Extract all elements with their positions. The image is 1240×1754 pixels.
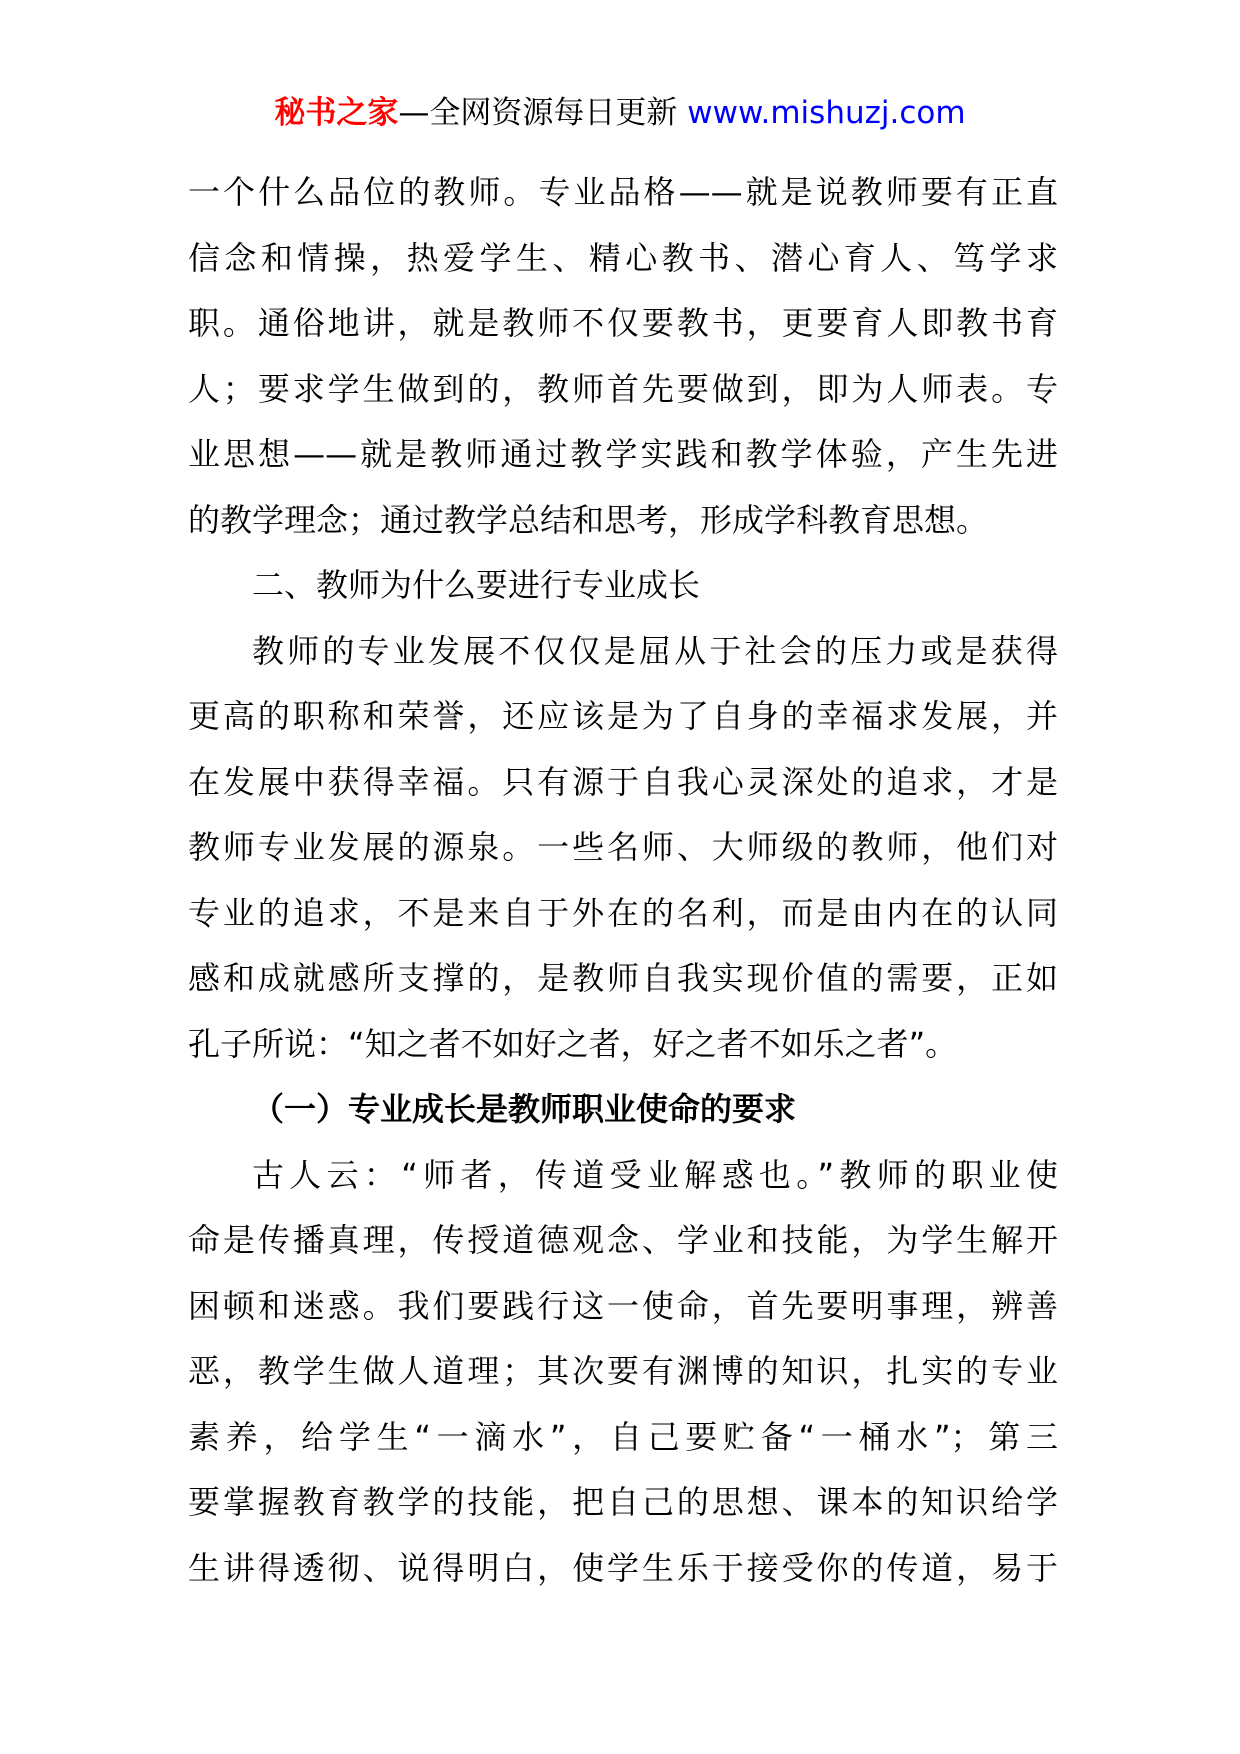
text-line: 在发展中获得幸福。只有源于自我心灵深处的追求，才是 [188,762,1058,801]
text-line: 命是传播真理，传授道德观念、学业和技能，为学生解开 [188,1221,1058,1259]
text-line: 教师专业发展的源泉。一些名师、大师级的教师，他们对 [188,828,1058,866]
text-line: 的教学理念；通过教学总结和思考，形成学科教育思想。 [188,500,989,539]
subsection-heading-1: （一）专业成长是教师职业使命的要求 [252,1090,797,1128]
text-line: 一个什么品位的教师。专业品格——就是说教师要有正直 [188,173,1058,211]
site-url[interactable]: www.mishuzj.com [687,95,966,131]
paragraph-why-grow [188,619,1058,1078]
text-line: 生讲得透彻、说得明白，使学生乐于接受你的传道，易于 [188,1548,1058,1587]
text-line: 恶，教学生做人道理；其次要有渊博的知识，扎实的专业 [188,1352,1058,1390]
text-line: 职。通俗地讲，就是教师不仅要教书，更要育人即教书育 [188,304,1058,342]
page-header [0,93,1240,133]
text-line: 信念和情操，热爱学生、精心教书、潜心育人、笃学求 [188,238,1058,277]
header-tagline: —全网资源每日更新 [398,95,688,131]
text-line: 业思想——就是教师通过教学实践和教学体验，产生先进 [188,435,1058,473]
paragraph-mission [188,1143,1058,1602]
document-body [188,160,1058,1601]
text-line: 素养，给学生“一滴水”，自己要贮备“一桶水”；第三 [188,1417,1058,1456]
text-line: 要掌握教育教学的技能，把自己的思想、课本的知识给学 [188,1483,1058,1521]
text-line: 古人云：“师者，传道受业解惑也。”教师的职业使 [252,1155,1058,1194]
text-line: 人；要求学生做到的，教师首先要做到，即为人师表。专 [188,369,1058,408]
text-line: 孔子所说：“知之者不如好之者，好之者不如乐之者”。 [188,1024,958,1063]
text-line: 教师的专业发展不仅仅是屈从于社会的压力或是获得 [252,631,1058,670]
text-line: 更高的职称和荣誉，还应该是为了自身的幸福求发展，并 [188,697,1058,735]
text-line: 困顿和迷惑。我们要践行这一使命，首先要明事理，辨善 [188,1286,1058,1325]
text-line: 专业的追求，不是来自于外在的名利，而是由内在的认同 [188,893,1058,932]
section-heading-2: 二、教师为什么要进行专业成长 [252,566,701,604]
paragraph-definition [188,160,1058,553]
brand-name: 秘书之家 [274,95,399,131]
text-line: 感和成就感所支撑的，是教师自我实现价值的需要，正如 [188,959,1058,997]
